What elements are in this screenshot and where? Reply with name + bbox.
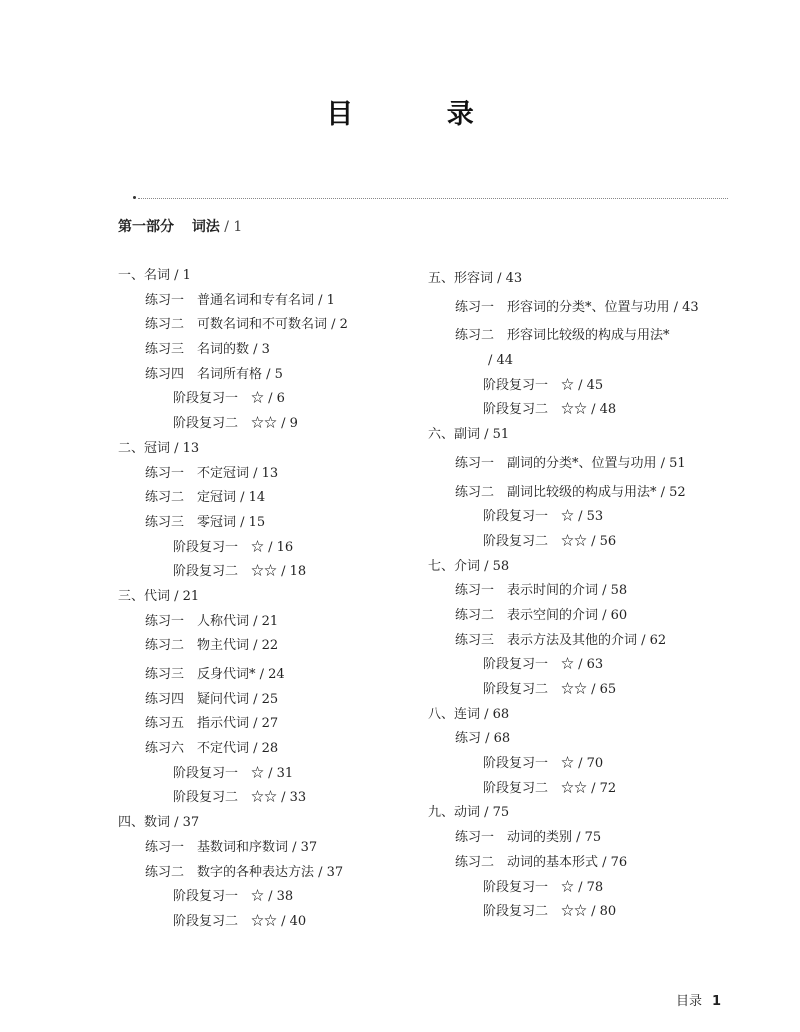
toc-review: 阶段复习二 ☆☆ / 72 xyxy=(483,780,617,796)
toc-exercise: 练习一 基数词和序数词 / 37 xyxy=(145,839,318,855)
toc-review: 阶段复习一 ☆ / 63 xyxy=(483,657,604,673)
toc-exercise: 练习一 不定冠词 / 13 xyxy=(145,465,279,481)
toc-continuation: / 44 xyxy=(488,353,514,369)
toc-exercise: 练习一 动词的类别 / 75 xyxy=(455,830,602,846)
bullet-dot xyxy=(133,196,136,199)
toc-review: 阶段复习二 ☆☆ / 9 xyxy=(173,416,298,432)
toc-exercise: 练习二 可数名词和不可数名词 / 2 xyxy=(145,317,348,333)
toc-review: 阶段复习二 ☆☆ / 56 xyxy=(483,533,617,549)
toc-exercise: 练习五 指示代词 / 27 xyxy=(145,716,279,732)
footer-label: 目录 xyxy=(676,994,703,1009)
toc-exercise: 练习六 不定代词 / 28 xyxy=(145,741,279,757)
toc-chapter: 九、动词 / 75 xyxy=(428,805,510,821)
toc-exercise: 练习三 零冠词 / 15 xyxy=(145,514,266,530)
toc-left-column xyxy=(118,264,348,935)
toc-exercise: 练习一 形容词的分类*、位置与功用 / 43 xyxy=(455,299,699,315)
page-number: 1 xyxy=(712,994,722,1009)
toc-exercise: 练习二 数字的各种表达方法 / 37 xyxy=(145,864,344,880)
toc-review: 阶段复习二 ☆☆ / 48 xyxy=(483,402,617,418)
toc-review: 阶段复习一 ☆ / 31 xyxy=(173,765,294,781)
toc-chapter: 八、连词 / 68 xyxy=(428,706,510,722)
toc-exercise: 练习二 动词的基本形式 / 76 xyxy=(455,854,628,870)
toc-exercise: 练习 / 68 xyxy=(455,731,511,747)
toc-exercise: 练习二 副词比较级的构成与用法* / 52 xyxy=(455,484,686,500)
toc-exercise: 练习三 反身代词* / 24 xyxy=(145,667,285,682)
toc-exercise: 练习一 副词的分类*、位置与功用 / 51 xyxy=(455,455,686,471)
toc-exercise: 练习二 物主代词 / 22 xyxy=(145,638,279,654)
part-page: / 1 xyxy=(224,219,243,235)
toc-exercise: 练习四 疑问代词 / 25 xyxy=(145,691,279,707)
part-label: 第一部分 xyxy=(118,219,174,235)
toc-review: 阶段复习二 ☆☆ / 80 xyxy=(483,904,617,920)
toc-exercise: 练习一 普通名词和专有名词 / 1 xyxy=(145,292,335,308)
toc-chapter: 二、冠词 / 13 xyxy=(118,440,200,456)
toc-exercise: 练习二 定冠词 / 14 xyxy=(145,490,266,506)
toc-chapter: 六、副词 / 51 xyxy=(428,427,510,443)
toc-exercise: 练习三 表示方法及其他的介词 / 62 xyxy=(455,632,667,648)
toc-review: 阶段复习二 ☆☆ / 65 xyxy=(483,682,617,697)
toc-review: 阶段复习二 ☆☆ / 18 xyxy=(173,564,307,580)
toc-exercise: 练习四 名词所有格 / 5 xyxy=(145,366,283,382)
toc-review: 阶段复习二 ☆☆ / 33 xyxy=(173,790,307,806)
toc-review: 阶段复习一 ☆ / 53 xyxy=(483,509,604,525)
toc-exercise: 练习一 人称代词 / 21 xyxy=(145,613,279,629)
toc-chapter: 四、数词 / 37 xyxy=(118,815,200,831)
toc-review: 阶段复习一 ☆ / 6 xyxy=(173,391,285,407)
toc-exercise: 练习二 形容词比较级的构成与用法* xyxy=(455,328,670,344)
dotted-divider xyxy=(138,198,728,199)
toc-exercise: 练习二 表示空间的介词 / 60 xyxy=(455,607,628,623)
toc-review: 阶段复习一 ☆ / 16 xyxy=(173,539,294,555)
toc-review: 阶段复习一 ☆ / 78 xyxy=(483,879,604,895)
part-name: 词法 xyxy=(191,219,220,235)
toc-exercise: 练习一 表示时间的介词 / 58 xyxy=(455,583,628,599)
toc-review: 阶段复习一 ☆ / 70 xyxy=(483,756,604,772)
toc-right-column xyxy=(428,267,699,925)
part-heading xyxy=(118,216,242,236)
toc-review: 阶段复习一 ☆ / 38 xyxy=(173,889,294,905)
toc-review: 阶段复习一 ☆ / 45 xyxy=(483,377,604,393)
toc-review: 阶段复习二 ☆☆ / 40 xyxy=(173,913,307,929)
toc-chapter: 一、名词 / 1 xyxy=(118,268,191,283)
page-footer xyxy=(676,990,721,1009)
toc-chapter: 三、代词 / 21 xyxy=(118,588,200,604)
toc-exercise: 练习三 名词的数 / 3 xyxy=(145,342,270,358)
page-title: 目 录 xyxy=(326,99,516,130)
toc-chapter: 五、形容词 / 43 xyxy=(428,271,523,286)
toc-chapter: 七、介词 / 58 xyxy=(428,558,510,574)
